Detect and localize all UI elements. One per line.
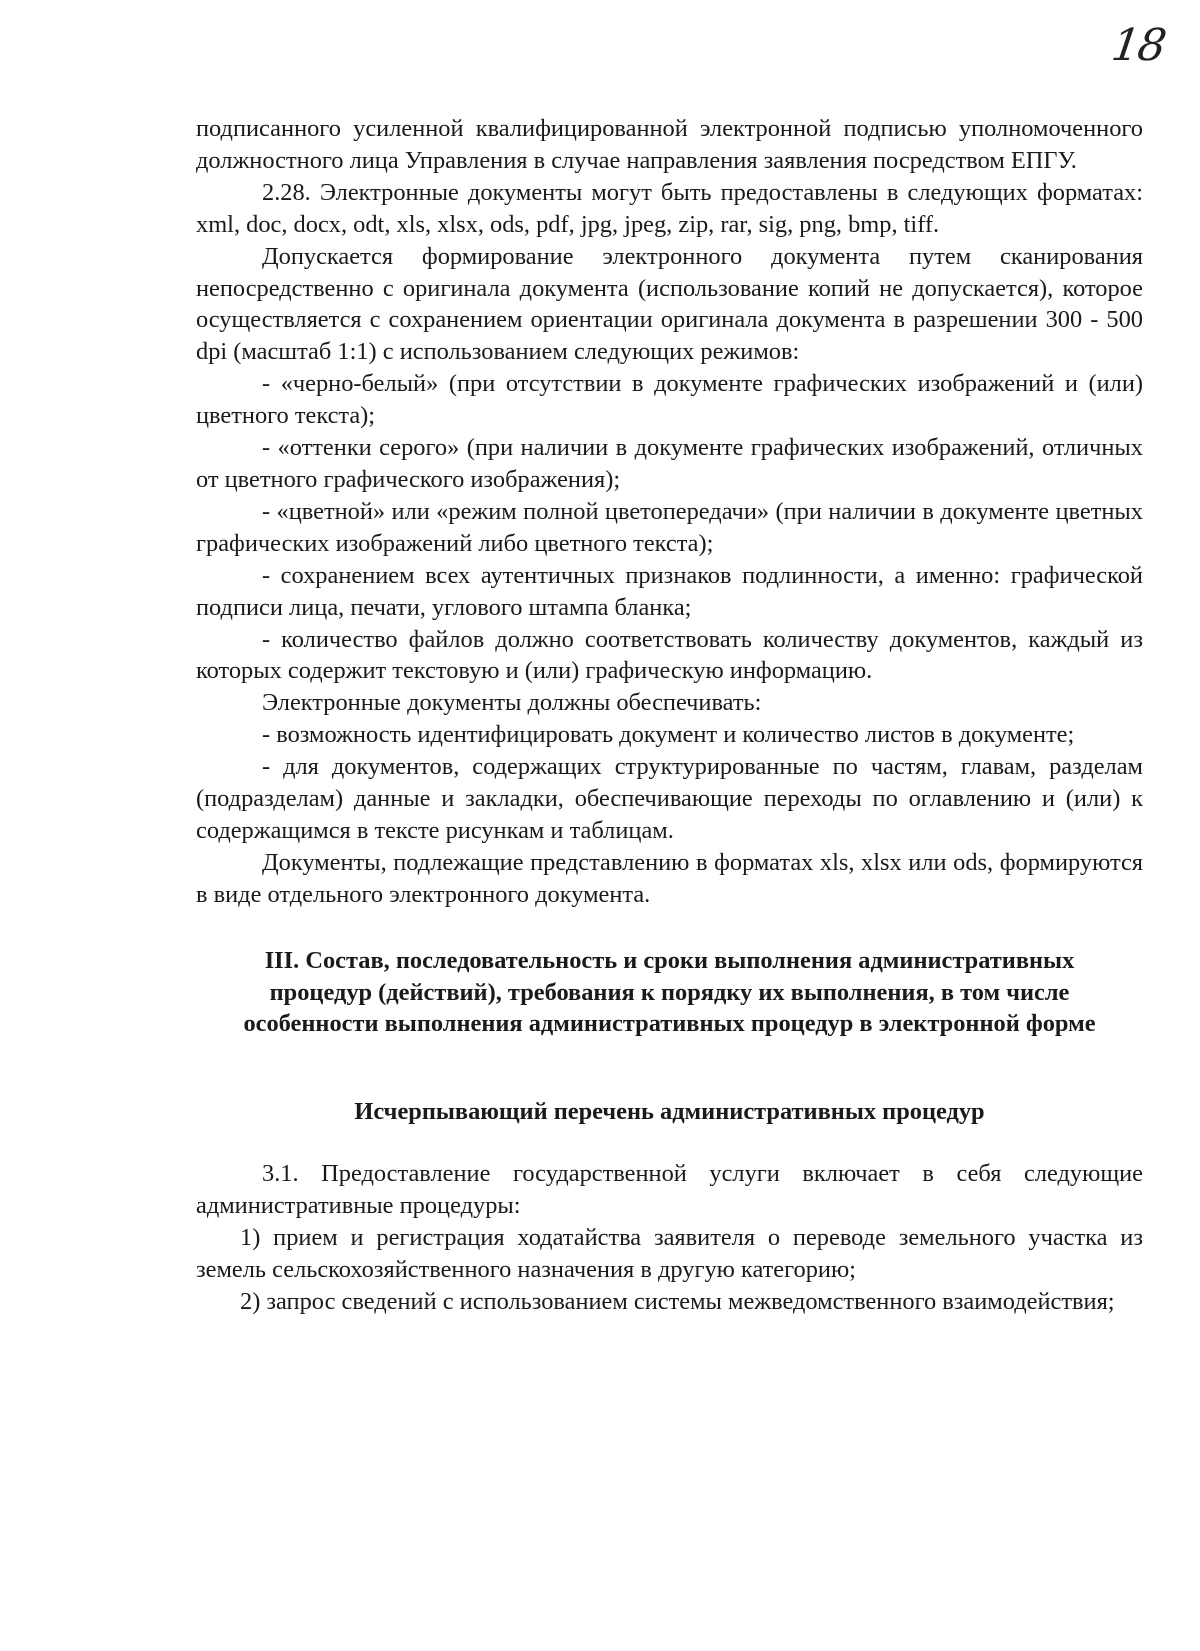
document-body — [196, 113, 1143, 1318]
paragraph-3-1: 3.1. Предоставление государственной услуги включает в себя следующие административные процедуры: — [196, 1160, 1143, 1220]
paragraph-signature: подписанного усиленной квалифицированной электронной подписью уполномоченного должностного лица Управления в случае направления заявления посредством ЕПГУ. — [196, 115, 1143, 174]
list-item-structured: - для документов, содержащих структурированные по частям, главам, разделам (подразделам) данные и закладки, обеспечивающие переходы по оглавлению и (или) к содержащимся в тексте рисункам и таблицам. — [196, 753, 1143, 844]
list-item-bw: - «черно-белый» (при отсутствии в документе графических изображений и (или) цветного текста); — [196, 370, 1143, 430]
list-item-color: - «цветной» или «режим полной цветопередачи» (при наличии в документе цветных графических изображений либо цветного текста); — [196, 497, 1143, 557]
section-heading: III. Состав, последовательность и сроки выполнения административных процедур (действий), требования к порядку их выполнения, в том числе особенности выполнения административных процедур в электронной форме — [243, 946, 1096, 1038]
list-item-file-count: - количество файлов должно соответствовать количеству документов, каждый из которых содержит текстовую и (или) графическую информацию. — [196, 625, 1143, 685]
list-item-identify: - возможность идентифицировать документ и количество листов в документе; — [262, 721, 1075, 749]
page-number: 18 — [1108, 20, 1168, 71]
paragraph-scanning: Допускается формирование электронного документа путем сканирования непосредственно с оригинала документа (использование копий не допускается), которое осуществляется с сохранением ориентации оригинала документа в разрешении 300 - 500 dpi (масштаб 1:1) с использованием следующих режимов: — [196, 242, 1143, 366]
list-item-authenticity: - сохранением всех аутентичных признаков подлинности, а именно: графической подписи лица, печати, углового штампа бланка; — [196, 561, 1143, 621]
list-item-grayscale: - «оттенки серого» (при наличии в документе графических изображений, отличных от цветного графического изображения); — [196, 434, 1143, 493]
paragraph-xls: Документы, подлежащие представлению в форматах xls, xlsx или ods, формируются в виде отдельного электронного документа. — [196, 848, 1143, 908]
list-item-procedure-1: 1) прием и регистрация ходатайства заявителя о переводе земельного участка из земель сельскохозяйственного назначения в другую категорию; — [196, 1224, 1143, 1283]
paragraph-2-28: 2.28. Электронные документы могут быть предоставлены в следующих форматах: xml, doc, docx, odt, xls, xlsx, ods, pdf, jpg, jpeg, zip, rar, sig, png, bmp, tiff. — [196, 178, 1143, 238]
paragraph-requirements: Электронные документы должны обеспечивать: — [262, 689, 762, 717]
subsection-heading: Исчерпывающий перечень административных процедур — [354, 1098, 985, 1126]
list-item-procedure-2: 2) запрос сведений с использованием системы межведомственного взаимодействия; — [240, 1287, 1115, 1315]
